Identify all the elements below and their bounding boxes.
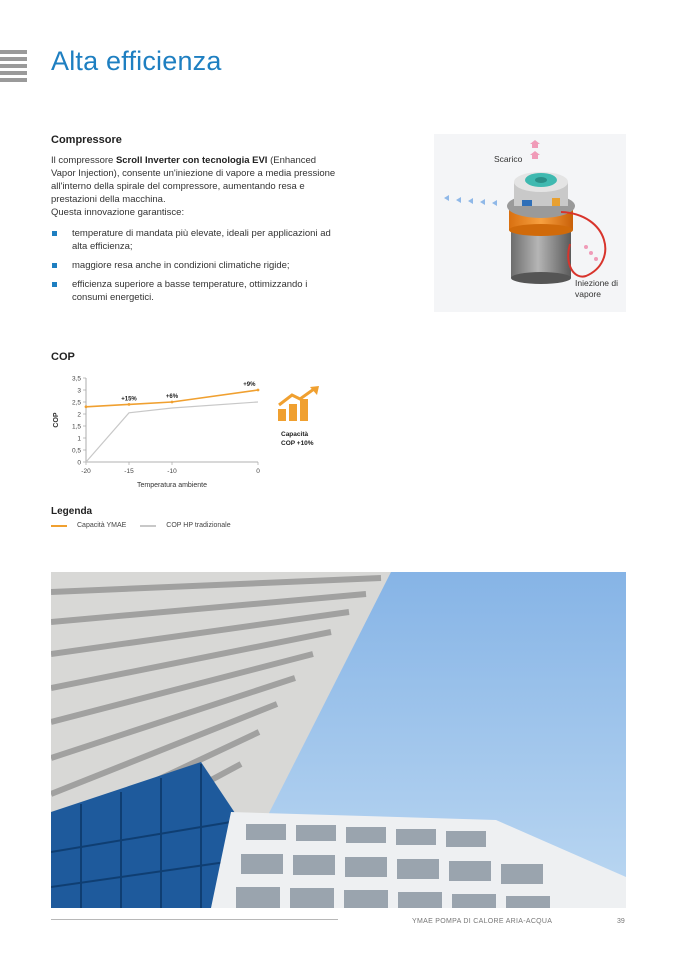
benefit-list (51, 227, 341, 310)
y-tick-label: 0 (77, 459, 81, 467)
list-item-text: temperature di mandata più elevate, ideali per applicazioni ad alta efficienza; (72, 228, 331, 252)
legend-swatch (51, 525, 67, 527)
growth-chart-icon (276, 385, 322, 423)
data-label: +6% (165, 394, 179, 400)
discharge-arrows-icon (530, 140, 540, 159)
x-tick-label: -20 (81, 468, 91, 475)
y-tick-label: 3,5 (71, 375, 81, 383)
legend-label: Capacità YMAE (77, 522, 127, 529)
intro-bold: Scroll Inverter con tecnologia EVI (115, 155, 268, 166)
legend-heading: Legenda (51, 506, 93, 517)
legend-swatch (140, 525, 156, 527)
capacity-caption-line2: COP +10% (281, 440, 314, 447)
y-tick-label: 2 (77, 411, 81, 419)
compressor-intro (51, 154, 341, 219)
compressor-heading: Compressore (51, 134, 122, 146)
x-axis-label: Temperatura ambiente (136, 482, 208, 489)
list-item (51, 227, 341, 253)
y-axis-label: COP (53, 412, 60, 428)
injection-label-line2: vapore (575, 289, 601, 299)
y-tick-label: 0,5 (71, 447, 81, 455)
injection-label-line1: Iniezione di (575, 278, 619, 288)
y-tick-label: 3 (77, 387, 81, 395)
chart-legend (51, 522, 245, 529)
legend-item-traditional (140, 522, 230, 529)
intro-suffix: (Enhanced Vapor Injection), consente un'iniezione di vapore a media pressione all'interno della spirale del compressore, aumentando resa e prestazioni della macchina. (51, 155, 336, 205)
x-tick-label: 0 (256, 468, 260, 475)
cop-chart (48, 368, 268, 498)
bullet-square-icon (52, 263, 57, 268)
footer-text: YMAE POMPA DI CALORE ARIA-ACQUA (412, 918, 553, 925)
x-tick-label: -15 (124, 468, 134, 475)
injection-arrows-icon (444, 195, 497, 206)
page-title: Alta efficienza (51, 46, 222, 76)
data-label: +15% (121, 396, 137, 403)
building-photo (51, 572, 626, 908)
page-number: 39 (617, 918, 625, 925)
bullet-square-icon (52, 231, 57, 236)
legend-item-ymae (51, 522, 126, 529)
data-point (128, 403, 131, 406)
y-tick-label: 1,5 (71, 423, 81, 431)
menu-icon[interactable] (0, 50, 27, 84)
legend-label: COP HP tradizionale (166, 522, 231, 529)
intro-prefix: Il compressore (51, 155, 116, 166)
bullet-square-icon (52, 282, 57, 287)
y-tick-label: 1 (77, 435, 81, 443)
x-tick-label: -10 (167, 468, 177, 475)
data-point (171, 401, 174, 404)
data-point (85, 405, 88, 408)
discharge-label: Scarico (494, 154, 523, 164)
capacity-caption-line1: Capacità (281, 431, 309, 438)
data-label: +9% (243, 382, 256, 388)
list-item (51, 259, 341, 272)
footer-rule (51, 919, 338, 920)
compressor-illustration (434, 134, 626, 312)
data-point (257, 389, 260, 392)
cop-heading: COP (51, 351, 75, 363)
y-tick-label: 2,5 (71, 399, 81, 407)
capacity-caption (281, 430, 314, 448)
list-item-text: efficienza superiore a basse temperature, ottimizzando i consumi energetici. (72, 279, 308, 303)
intro-line2: Questa innovazione garantisce: (51, 207, 185, 218)
list-item-text: maggiore resa anche in condizioni climatiche rigide; (72, 260, 290, 271)
series-line-traditional (86, 402, 258, 462)
building-illustration (51, 572, 626, 908)
list-item (51, 278, 341, 304)
